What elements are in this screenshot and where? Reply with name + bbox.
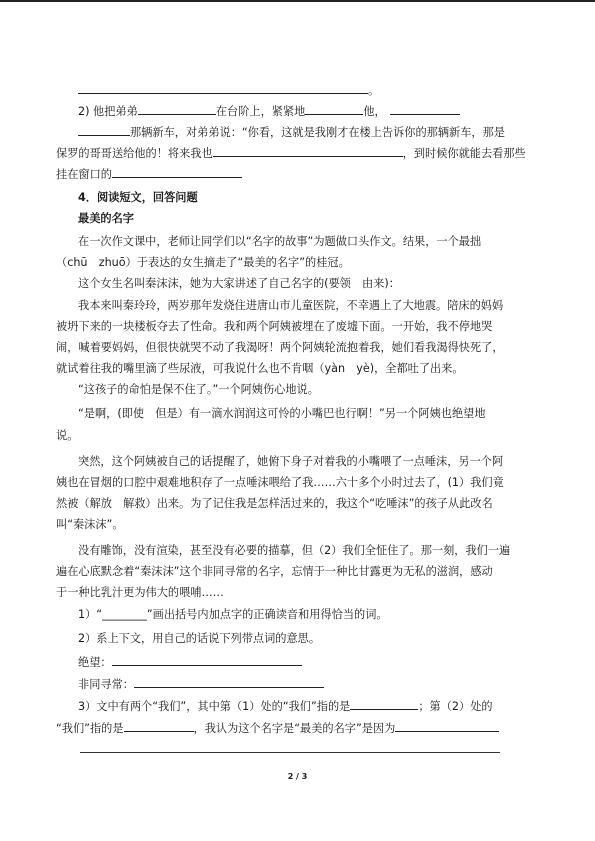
answer-blank [350, 698, 418, 710]
blank [213, 145, 403, 157]
sub-question-3-line-1: 3）文中有两个“我们”，其中第（1）处的“我们”指的是 ；第（2）处的 [78, 700, 493, 713]
para-1-line-1: 在一次作文课中，老师让同学们以“名字的故事”为题做口头作文。结果，一个最拙 [78, 235, 482, 248]
answer-blank [78, 82, 368, 94]
page-number: 2 / 3 [287, 772, 308, 781]
passage-title: 最美的名字 [78, 212, 134, 225]
para-4: “这孩子的命怕是保不住了。”一个阿姨伤心地说。 [78, 383, 319, 396]
para-3-line-3: 闹，喊着要妈妈，但很快就哭不动了我渴呀！两个阿姨轮流抱着我，她们看我渴得快死了， [56, 341, 504, 354]
answer-blank [395, 720, 499, 732]
blank [390, 103, 460, 115]
blank [78, 124, 130, 136]
para-6-line-3: 然被（解放 解救）出来。为了记住我是怎样活过来的，我这个“吃唾沫”的孩子从此改名 [56, 497, 493, 510]
section-heading: 4．阅读短文，回答问题 [78, 191, 198, 204]
blank [112, 166, 242, 178]
question-2-line-4: 挂在窗口的 [56, 166, 540, 182]
word-1-answer: 绝望： [78, 654, 562, 670]
para-6-line-1: 突然，这个阿姨被自己的话提醒了，她俯下身子对着我的小嘴喂了一点唾沫，另一个阿 [78, 455, 504, 468]
sub-question-3-line-2: “我们”指的是 ，我认为这个名字是“最美的名字”是因为 [56, 720, 540, 736]
para-3-line-1: 我本来叫秦玲玲，两岁那年发烧住进唐山市儿童医院，不幸遇上了大地震。陪床的妈妈 [78, 299, 504, 312]
word-2-answer: 非同寻常： [78, 676, 562, 692]
answer-blank [112, 654, 302, 666]
answer-line [80, 752, 500, 753]
para-5-line-2: 说。 [56, 429, 79, 442]
period-text: 。 [368, 84, 380, 97]
question-2-line-2: 那辆新车，对弟弟说：“你看，这就是我刚才在楼上告诉你的那辆新车，那是 [56, 124, 540, 140]
para-2: 这个女生名叫秦沫沫，她为大家讲述了自己名字的(要领 由来)： [78, 277, 400, 290]
para-7-line-2: 遍在心底默念着“秦沫沫”这个非同寻常的名字，忘情于一种比甘露更为无私的滋润，感动 [56, 565, 493, 578]
answer-line-end [56, 82, 540, 98]
question-2-line-3: 保罗的哥哥送给他的！将来我也 ，到时候你就能去看那些 [56, 147, 526, 160]
page-top-border [0, 0, 595, 2]
para-3-line-4: 就试着往我的嘴里滴了些尿液，可我说什么也不肯咽（yàn yè)，全都吐了出来。 [56, 362, 464, 375]
question-2-line-1: 2) 他把弟弟 在台阶上，紧紧地 他， [56, 103, 540, 119]
sub-question-2: 2）系上下文，用自己的话说下列带点词的意思。 [78, 632, 321, 645]
para-7-line-1: 没有雕饰，没有渲染，甚至没有必要的描摹，但（2）我们全怔住了。那一刻，我们一遍 [78, 544, 511, 557]
para-7-line-3: 于一种比乳汁更为伟大的喂哺…… [56, 586, 224, 599]
para-3-line-2: 被坍下来的一块楼板夺去了性命。我和两个阿姨被埋在了废墟下面。一开始，我不停地哭 [56, 320, 493, 333]
para-6-line-4: 叫“秦沫沫”。 [56, 518, 124, 531]
para-5-line-1: “是啊，(即使 但是）有一滴水润润这可怜的小嘴巴也行啊！”另一个阿姨也绝望地 [78, 407, 486, 420]
answer-blank [124, 720, 194, 732]
sub-question-1: 1）“________”画出括号内加点字的正确读音和用得恰当的词。 [78, 608, 388, 621]
answer-blank [134, 676, 324, 688]
blank [305, 103, 363, 115]
para-6-line-2: 姨也在冒烟的口腔中艰难地积存了一点唾沫喂给了我……六十多个小时过去了，(1）我们竟 [56, 476, 504, 489]
para-1-line-2: （chū zhuō）于表达的女生摘走了“最美的名字”的桂冠。 [56, 256, 350, 269]
blank [138, 103, 216, 115]
